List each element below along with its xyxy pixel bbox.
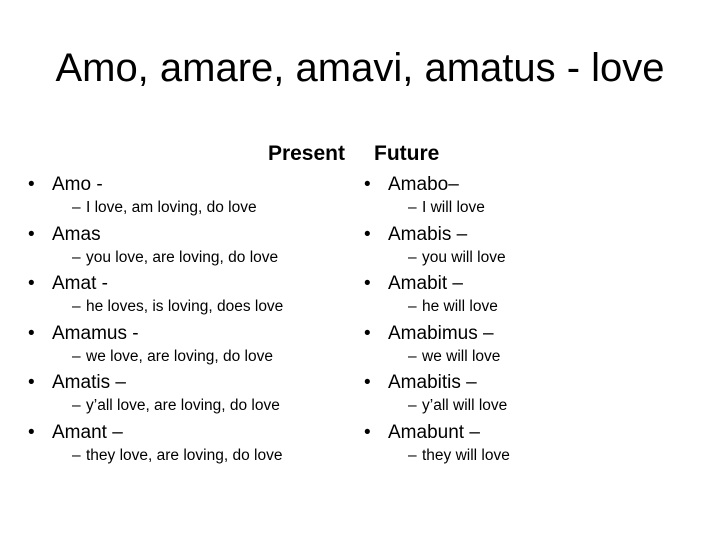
dash-icon: – — [72, 397, 81, 414]
bullet-icon: • — [28, 174, 35, 195]
verb-form: Amat - — [52, 273, 108, 294]
verb-meaning: we will love — [422, 347, 501, 365]
bullet-icon: • — [28, 273, 35, 294]
verb-meaning: he will love — [422, 298, 498, 315]
bullet-icon: • — [364, 174, 371, 195]
verb-form: Amo - — [52, 174, 103, 195]
list-item — [364, 319, 694, 369]
verb-form: Amas — [52, 223, 101, 245]
verb-meaning: you love, are loving, do love — [86, 248, 279, 266]
dash-icon: – — [408, 248, 417, 266]
present-list — [28, 170, 358, 467]
list-item — [364, 368, 694, 418]
bullet-icon: • — [364, 421, 371, 443]
present-header: Present — [267, 142, 345, 165]
bullet-icon: • — [28, 322, 35, 344]
future-list — [364, 170, 694, 467]
bullet-icon: • — [28, 372, 35, 393]
verb-form: Amabit – — [388, 273, 463, 294]
verb-meaning: I will love — [422, 199, 485, 216]
bullet-icon: • — [28, 421, 35, 443]
dash-icon: – — [72, 298, 81, 315]
verb-form: Amabitis – — [388, 372, 477, 393]
verb-form: Amant – — [52, 421, 123, 443]
verb-meaning: he loves, is loving, does love — [86, 298, 284, 315]
bullet-icon: • — [364, 273, 371, 294]
verb-meaning: y’all love, are loving, do love — [86, 397, 280, 414]
list-item — [28, 319, 358, 369]
verb-meaning: they love, are loving, do love — [86, 446, 283, 464]
dash-icon: – — [72, 446, 81, 464]
dash-icon: – — [408, 199, 417, 216]
bullet-icon: • — [28, 223, 35, 245]
dash-icon: – — [408, 298, 417, 315]
verb-meaning: they will love — [422, 446, 510, 464]
future-header: Future — [374, 142, 440, 165]
list-item — [364, 220, 694, 270]
dash-icon: – — [72, 199, 81, 216]
list-item — [28, 269, 358, 319]
verb-form: Amabis – — [388, 223, 468, 245]
list-item — [28, 418, 358, 468]
verb-meaning: we love, are loving, do love — [86, 347, 273, 365]
bullet-icon: • — [364, 223, 371, 245]
list-item — [28, 368, 358, 418]
list-item — [28, 220, 358, 270]
verb-form: Amabimus – — [388, 322, 494, 344]
bullet-icon: • — [364, 322, 371, 344]
bullet-icon: • — [364, 372, 371, 393]
list-item — [364, 170, 694, 220]
dash-icon: – — [408, 446, 417, 464]
dash-icon: – — [72, 347, 81, 365]
dash-icon: – — [408, 397, 417, 414]
list-item — [364, 269, 694, 319]
dash-icon: – — [408, 347, 417, 365]
dash-icon: – — [72, 248, 81, 266]
verb-form: Amabo– — [388, 174, 459, 195]
verb-form: Amamus - — [52, 322, 139, 344]
list-item — [364, 418, 694, 468]
verb-meaning: I love, am loving, do love — [86, 199, 257, 216]
verb-form: Amabunt – — [388, 421, 480, 443]
verb-meaning: y’all will love — [422, 397, 508, 414]
verb-form: Amatis – — [52, 372, 126, 393]
list-item — [28, 170, 358, 220]
verb-meaning: you will love — [422, 248, 506, 266]
slide-title: Amo, amare, amavi, amatus - love — [55, 46, 665, 90]
